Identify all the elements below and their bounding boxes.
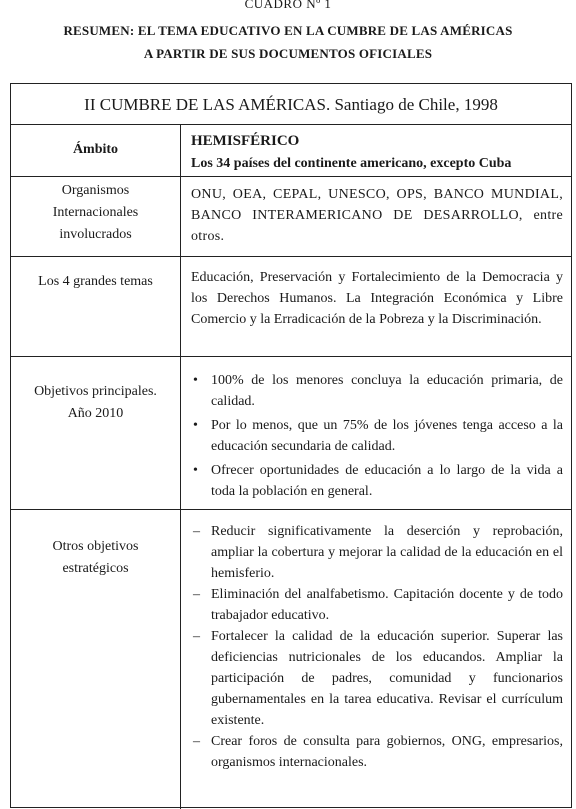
- row-temas: [11, 257, 571, 357]
- ambito-detail: Los 34 países del continente americano, excepto Cuba: [191, 156, 512, 171]
- row-content-cell: [181, 510, 571, 809]
- temas-label: Los 4 grandes temas: [38, 274, 153, 289]
- dash-mark: –: [193, 629, 200, 644]
- bullet-mark: •: [193, 463, 198, 478]
- row-label-cell: [11, 510, 181, 809]
- otros-label-line: estratégicos: [62, 561, 129, 576]
- dash-mark: –: [193, 524, 200, 539]
- list-item: [191, 584, 563, 626]
- otros-label-line: Otros objetivos: [52, 539, 139, 554]
- list-item-text: 100% de los menores concluya la educación primaria, de calidad.: [211, 373, 563, 409]
- list-item-text: Por lo menos, que un 75% de los jóvenes tenga acceso a la educación secundaria de calidad.: [211, 418, 563, 454]
- list-item-text: Crear foros de consulta para gobiernos, ONG, empresarios, organismos internacionales.: [211, 734, 563, 770]
- ambito-label: Ámbito: [72, 142, 119, 157]
- list-item-text: Eliminación del analfabetismo. Capitación docente y de todo trabajador educativo.: [211, 587, 563, 623]
- summary-table: [10, 83, 572, 808]
- table-heading-line-1: RESUMEN: EL TEMA EDUCATIVO EN LA CUMBRE DE LAS AMÉRICAS: [63, 23, 513, 38]
- row-label-cell: [11, 177, 181, 256]
- list-item-text: Reducir significativamente la deserción y reprobación, ampliar la cobertura y mejorar la calidad de la educación en el hemisferio.: [211, 524, 563, 581]
- temas-text: Educación, Preservación y Fortalecimiento de la Democracia y los Derechos Humanos. La Integración Económica y Libre Comercio y la Erradicación de la Pobreza y la Discriminación.: [191, 270, 563, 327]
- list-item-text: Fortalecer la calidad de la educación superior. Superar las deficiencias nutricionales de los educandos. Ampliar la participación de padres, comunidad y funcionarios gubernamentales en la tarea educativa. Revisar el currículum existente.: [211, 629, 563, 728]
- objetivos-label-line: Año 2010: [67, 406, 124, 421]
- row-label-cell: [11, 257, 181, 356]
- row-label-cell: [11, 357, 181, 509]
- row-ambito: [11, 125, 571, 177]
- table-heading-line-2: A PARTIR DE SUS DOCUMENTOS OFICIALES: [143, 46, 433, 61]
- list-item: [191, 370, 563, 412]
- row-content-cell: [181, 357, 571, 509]
- row-organismos: [11, 177, 571, 257]
- row-content-cell: [181, 125, 571, 176]
- row-label-cell: [11, 125, 181, 176]
- list-item: [191, 415, 563, 457]
- table-title: II CUMBRE DE LAS AMÉRICAS. Santiago de Chile, 1998: [11, 84, 571, 125]
- dash-mark: –: [193, 587, 200, 602]
- row-otros-objetivos: [11, 510, 571, 809]
- list-item: [191, 460, 563, 502]
- table-caption-number: CUADRO Nº 1: [244, 0, 332, 11]
- organismos-text: ONU, OEA, CEPAL, UNESCO, OPS, BANCO MUNDIAL, BANCO INTERAMERICANO DE DESARROLLO, entre otros.: [191, 187, 563, 244]
- dash-mark: –: [193, 734, 200, 749]
- organismos-label-line: Organismos: [61, 183, 130, 198]
- otros-list: [191, 521, 563, 773]
- row-objetivos: [11, 357, 571, 510]
- list-item: [191, 521, 563, 584]
- bullet-mark: •: [193, 418, 198, 433]
- list-item-text: Ofrecer oportunidades de educación a lo largo de la vida a toda la población en general.: [211, 463, 563, 499]
- bullet-mark: •: [193, 373, 198, 388]
- objetivos-label-line: Objetivos principales.: [34, 384, 157, 399]
- row-content-cell: [181, 177, 571, 256]
- organismos-label-line: Internacionales: [52, 205, 139, 220]
- objetivos-list: [191, 370, 563, 502]
- list-item: [191, 626, 563, 731]
- ambito-value: HEMISFÉRICO: [191, 133, 300, 149]
- organismos-label-line: involucrados: [59, 227, 132, 242]
- row-content-cell: [181, 257, 571, 356]
- list-item: [191, 731, 563, 773]
